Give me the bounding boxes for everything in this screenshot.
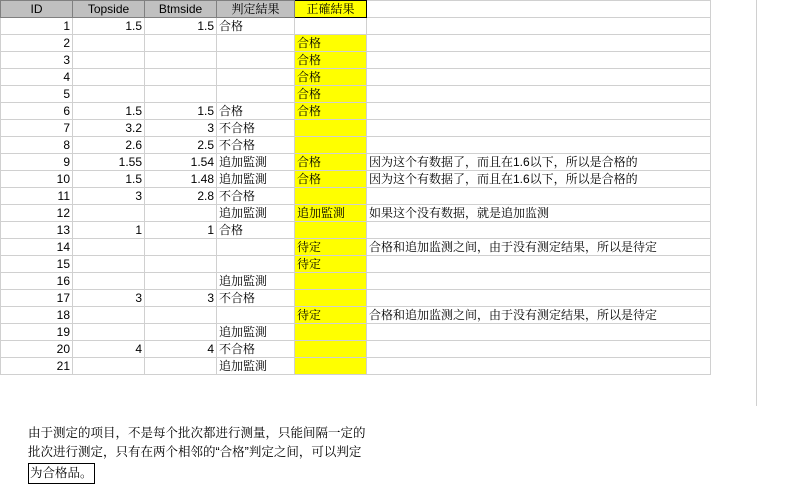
cell-topside[interactable]	[73, 52, 145, 69]
cell-btmside[interactable]: 2.5	[145, 137, 217, 154]
cell-note[interactable]	[367, 358, 711, 375]
cell-judge[interactable]: 追加監測	[217, 358, 295, 375]
table-row[interactable]	[1, 290, 787, 307]
cell-btmside[interactable]	[145, 358, 217, 375]
table-row[interactable]	[1, 188, 787, 205]
cell-note[interactable]	[367, 256, 711, 273]
cell-note[interactable]: 合格和追加监测之间，由于没有测定结果，所以是待定	[367, 307, 711, 324]
table-row[interactable]	[1, 52, 787, 69]
cell-topside[interactable]: 2.6	[73, 137, 145, 154]
table-header-row	[1, 1, 787, 18]
table-row[interactable]	[1, 324, 787, 341]
cell-note[interactable]	[367, 18, 711, 35]
cell-note[interactable]	[367, 120, 711, 137]
cell-judge[interactable]	[217, 35, 295, 52]
table-row[interactable]	[1, 222, 787, 239]
cell-judge[interactable]	[217, 239, 295, 256]
cell-id[interactable]: 6	[1, 103, 73, 120]
cell-topside[interactable]	[73, 35, 145, 52]
cell-id[interactable]: 12	[1, 205, 73, 222]
cell-btmside[interactable]: 1.5	[145, 103, 217, 120]
cell-note[interactable]	[367, 103, 711, 120]
cell-btmside[interactable]	[145, 307, 217, 324]
cell-correct[interactable]	[295, 358, 367, 375]
cell-topside[interactable]: 1.55	[73, 154, 145, 171]
cell-id[interactable]: 7	[1, 120, 73, 137]
cell-btmside[interactable]: 1.54	[145, 154, 217, 171]
cell-btmside[interactable]	[145, 86, 217, 103]
cell-btmside[interactable]: 4	[145, 341, 217, 358]
column-header-btmside[interactable]: Btmside	[145, 1, 217, 18]
cell-judge[interactable]	[217, 52, 295, 69]
cell-btmside[interactable]	[145, 256, 217, 273]
cell-id[interactable]: 9	[1, 154, 73, 171]
cell-correct[interactable]	[295, 188, 367, 205]
table-body	[1, 18, 787, 375]
cell-btmside[interactable]: 3	[145, 290, 217, 307]
table-row[interactable]	[1, 154, 787, 171]
cell-correct[interactable]	[295, 273, 367, 290]
cell-note[interactable]	[367, 35, 711, 52]
cell-id[interactable]: 19	[1, 324, 73, 341]
cell-note[interactable]	[367, 69, 711, 86]
cell-judge[interactable]	[217, 256, 295, 273]
table-row[interactable]	[1, 86, 787, 103]
cell-note[interactable]	[367, 341, 711, 358]
cell-judge[interactable]: 不合格	[217, 188, 295, 205]
cell-correct[interactable]	[295, 137, 367, 154]
cell-id[interactable]: 1	[1, 18, 73, 35]
cell-judge[interactable]: 追加監測	[217, 273, 295, 290]
cell-correct[interactable]: 合格	[295, 35, 367, 52]
cell-btmside[interactable]	[145, 69, 217, 86]
cell-id[interactable]: 5	[1, 86, 73, 103]
cell-correct[interactable]: 合格	[295, 103, 367, 120]
cell-judge[interactable]: 合格	[217, 103, 295, 120]
cell-id[interactable]: 18	[1, 307, 73, 324]
cell-note[interactable]	[367, 86, 711, 103]
cell-id[interactable]: 20	[1, 341, 73, 358]
cell-topside[interactable]: 3	[73, 290, 145, 307]
column-header-judge-result[interactable]: 判定結果	[217, 1, 295, 18]
cell-judge[interactable]: 追加監測	[217, 171, 295, 188]
table-row[interactable]	[1, 341, 787, 358]
cell-judge[interactable]: 合格	[217, 222, 295, 239]
cell-note[interactable]	[367, 324, 711, 341]
table-row[interactable]	[1, 35, 787, 52]
cell-id[interactable]: 17	[1, 290, 73, 307]
cell-note[interactable]: 如果这个没有数据，就是追加监测	[367, 205, 711, 222]
cell-correct[interactable]: 合格	[295, 154, 367, 171]
table-row[interactable]	[1, 273, 787, 290]
paragraph-line-2: 批次进行测定，只有在两个相邻的“合格”判定之间，可以判定	[28, 445, 362, 459]
cell-correct[interactable]	[295, 120, 367, 137]
cell-topside[interactable]: 1.5	[73, 18, 145, 35]
cell-btmside[interactable]: 1	[145, 222, 217, 239]
cell-topside[interactable]	[73, 358, 145, 375]
cell-btmside[interactable]	[145, 324, 217, 341]
cell-correct[interactable]: 待定	[295, 256, 367, 273]
cell-judge[interactable]: 不合格	[217, 137, 295, 154]
cell-id[interactable]: 15	[1, 256, 73, 273]
cell-id[interactable]: 14	[1, 239, 73, 256]
cell-judge[interactable]: 不合格	[217, 290, 295, 307]
cell-topside[interactable]: 3.2	[73, 120, 145, 137]
cell-topside[interactable]	[73, 273, 145, 290]
cell-id[interactable]: 8	[1, 137, 73, 154]
cell-correct[interactable]	[295, 324, 367, 341]
cell-note[interactable]	[367, 188, 711, 205]
cell-btmside[interactable]	[145, 52, 217, 69]
cell-btmside[interactable]	[145, 239, 217, 256]
cell-correct[interactable]	[295, 222, 367, 239]
cell-correct[interactable]: 追加監測	[295, 205, 367, 222]
cell-correct[interactable]: 合格	[295, 171, 367, 188]
cell-topside[interactable]: 1.5	[73, 171, 145, 188]
cell-note[interactable]	[367, 222, 711, 239]
table-row[interactable]	[1, 137, 787, 154]
cell-judge[interactable]: 追加監測	[217, 324, 295, 341]
cell-correct[interactable]	[295, 18, 367, 35]
paragraph-line-3[interactable]: 为合格品。	[28, 463, 95, 484]
cell-correct[interactable]	[295, 290, 367, 307]
cell-topside[interactable]: 4	[73, 341, 145, 358]
table-row[interactable]	[1, 69, 787, 86]
column-header-note[interactable]	[367, 1, 711, 18]
cell-note[interactable]	[367, 273, 711, 290]
cell-id[interactable]: 4	[1, 69, 73, 86]
cell-topside[interactable]	[73, 324, 145, 341]
cell-correct[interactable]: 合格	[295, 52, 367, 69]
cell-note[interactable]: 因为这个有数据了，而且在1.6以下，所以是合格的	[367, 154, 711, 171]
cell-btmside[interactable]: 2.8	[145, 188, 217, 205]
cell-judge[interactable]	[217, 86, 295, 103]
table-row[interactable]	[1, 120, 787, 137]
cell-id[interactable]: 2	[1, 35, 73, 52]
cell-note[interactable]	[367, 137, 711, 154]
cell-judge[interactable]	[217, 69, 295, 86]
table-row[interactable]	[1, 18, 787, 35]
cell-id[interactable]: 10	[1, 171, 73, 188]
cell-id[interactable]: 16	[1, 273, 73, 290]
cell-judge[interactable]: 追加監測	[217, 154, 295, 171]
cell-btmside[interactable]	[145, 273, 217, 290]
cell-correct[interactable]: 合格	[295, 86, 367, 103]
column-header-topside[interactable]: Topside	[73, 1, 145, 18]
cell-note[interactable]	[367, 52, 711, 69]
cell-correct[interactable]: 待定	[295, 307, 367, 324]
table-row[interactable]	[1, 239, 787, 256]
cell-id[interactable]: 13	[1, 222, 73, 239]
cell-id[interactable]: 11	[1, 188, 73, 205]
cell-topside[interactable]	[73, 256, 145, 273]
paragraph-line-1: 由于测定的项目，不是每个批次都进行测量，只能间隔一定的	[28, 426, 366, 440]
cell-topside[interactable]	[73, 205, 145, 222]
table-row[interactable]	[1, 205, 787, 222]
column-header-correct-result[interactable]: 正確結果	[295, 1, 367, 18]
cell-judge[interactable]: 不合格	[217, 341, 295, 358]
table-row[interactable]	[1, 358, 787, 375]
cell-id[interactable]: 21	[1, 358, 73, 375]
cell-judge[interactable]: 合格	[217, 18, 295, 35]
cell-correct[interactable]: 合格	[295, 69, 367, 86]
cell-note[interactable]: 因为这个有数据了，而且在1.6以下，所以是合格的	[367, 171, 711, 188]
cell-topside[interactable]	[73, 307, 145, 324]
cell-btmside[interactable]	[145, 205, 217, 222]
cell-topside[interactable]: 1	[73, 222, 145, 239]
cell-topside[interactable]: 1.5	[73, 103, 145, 120]
cell-btmside[interactable]: 3	[145, 120, 217, 137]
cell-judge[interactable]	[217, 307, 295, 324]
column-header-id[interactable]: ID	[1, 1, 73, 18]
cell-id[interactable]: 3	[1, 52, 73, 69]
cell-topside[interactable]	[73, 239, 145, 256]
cell-topside[interactable]	[73, 69, 145, 86]
table-row[interactable]	[1, 307, 787, 324]
cell-correct[interactable]: 待定	[295, 239, 367, 256]
cell-correct[interactable]	[295, 341, 367, 358]
cell-btmside[interactable]: 1.48	[145, 171, 217, 188]
cell-topside[interactable]: 3	[73, 188, 145, 205]
explanation-paragraph	[28, 424, 366, 484]
cell-btmside[interactable]: 1.5	[145, 18, 217, 35]
table-row[interactable]	[1, 171, 787, 188]
cell-note[interactable]	[367, 290, 711, 307]
cell-btmside[interactable]	[145, 35, 217, 52]
cell-topside[interactable]	[73, 86, 145, 103]
cell-note[interactable]: 合格和追加监测之间，由于没有测定结果，所以是待定	[367, 239, 711, 256]
cell-judge[interactable]: 追加監測	[217, 205, 295, 222]
grid-column-divider	[756, 0, 757, 406]
table-row[interactable]	[1, 103, 787, 120]
cell-judge[interactable]: 不合格	[217, 120, 295, 137]
table-row[interactable]	[1, 256, 787, 273]
